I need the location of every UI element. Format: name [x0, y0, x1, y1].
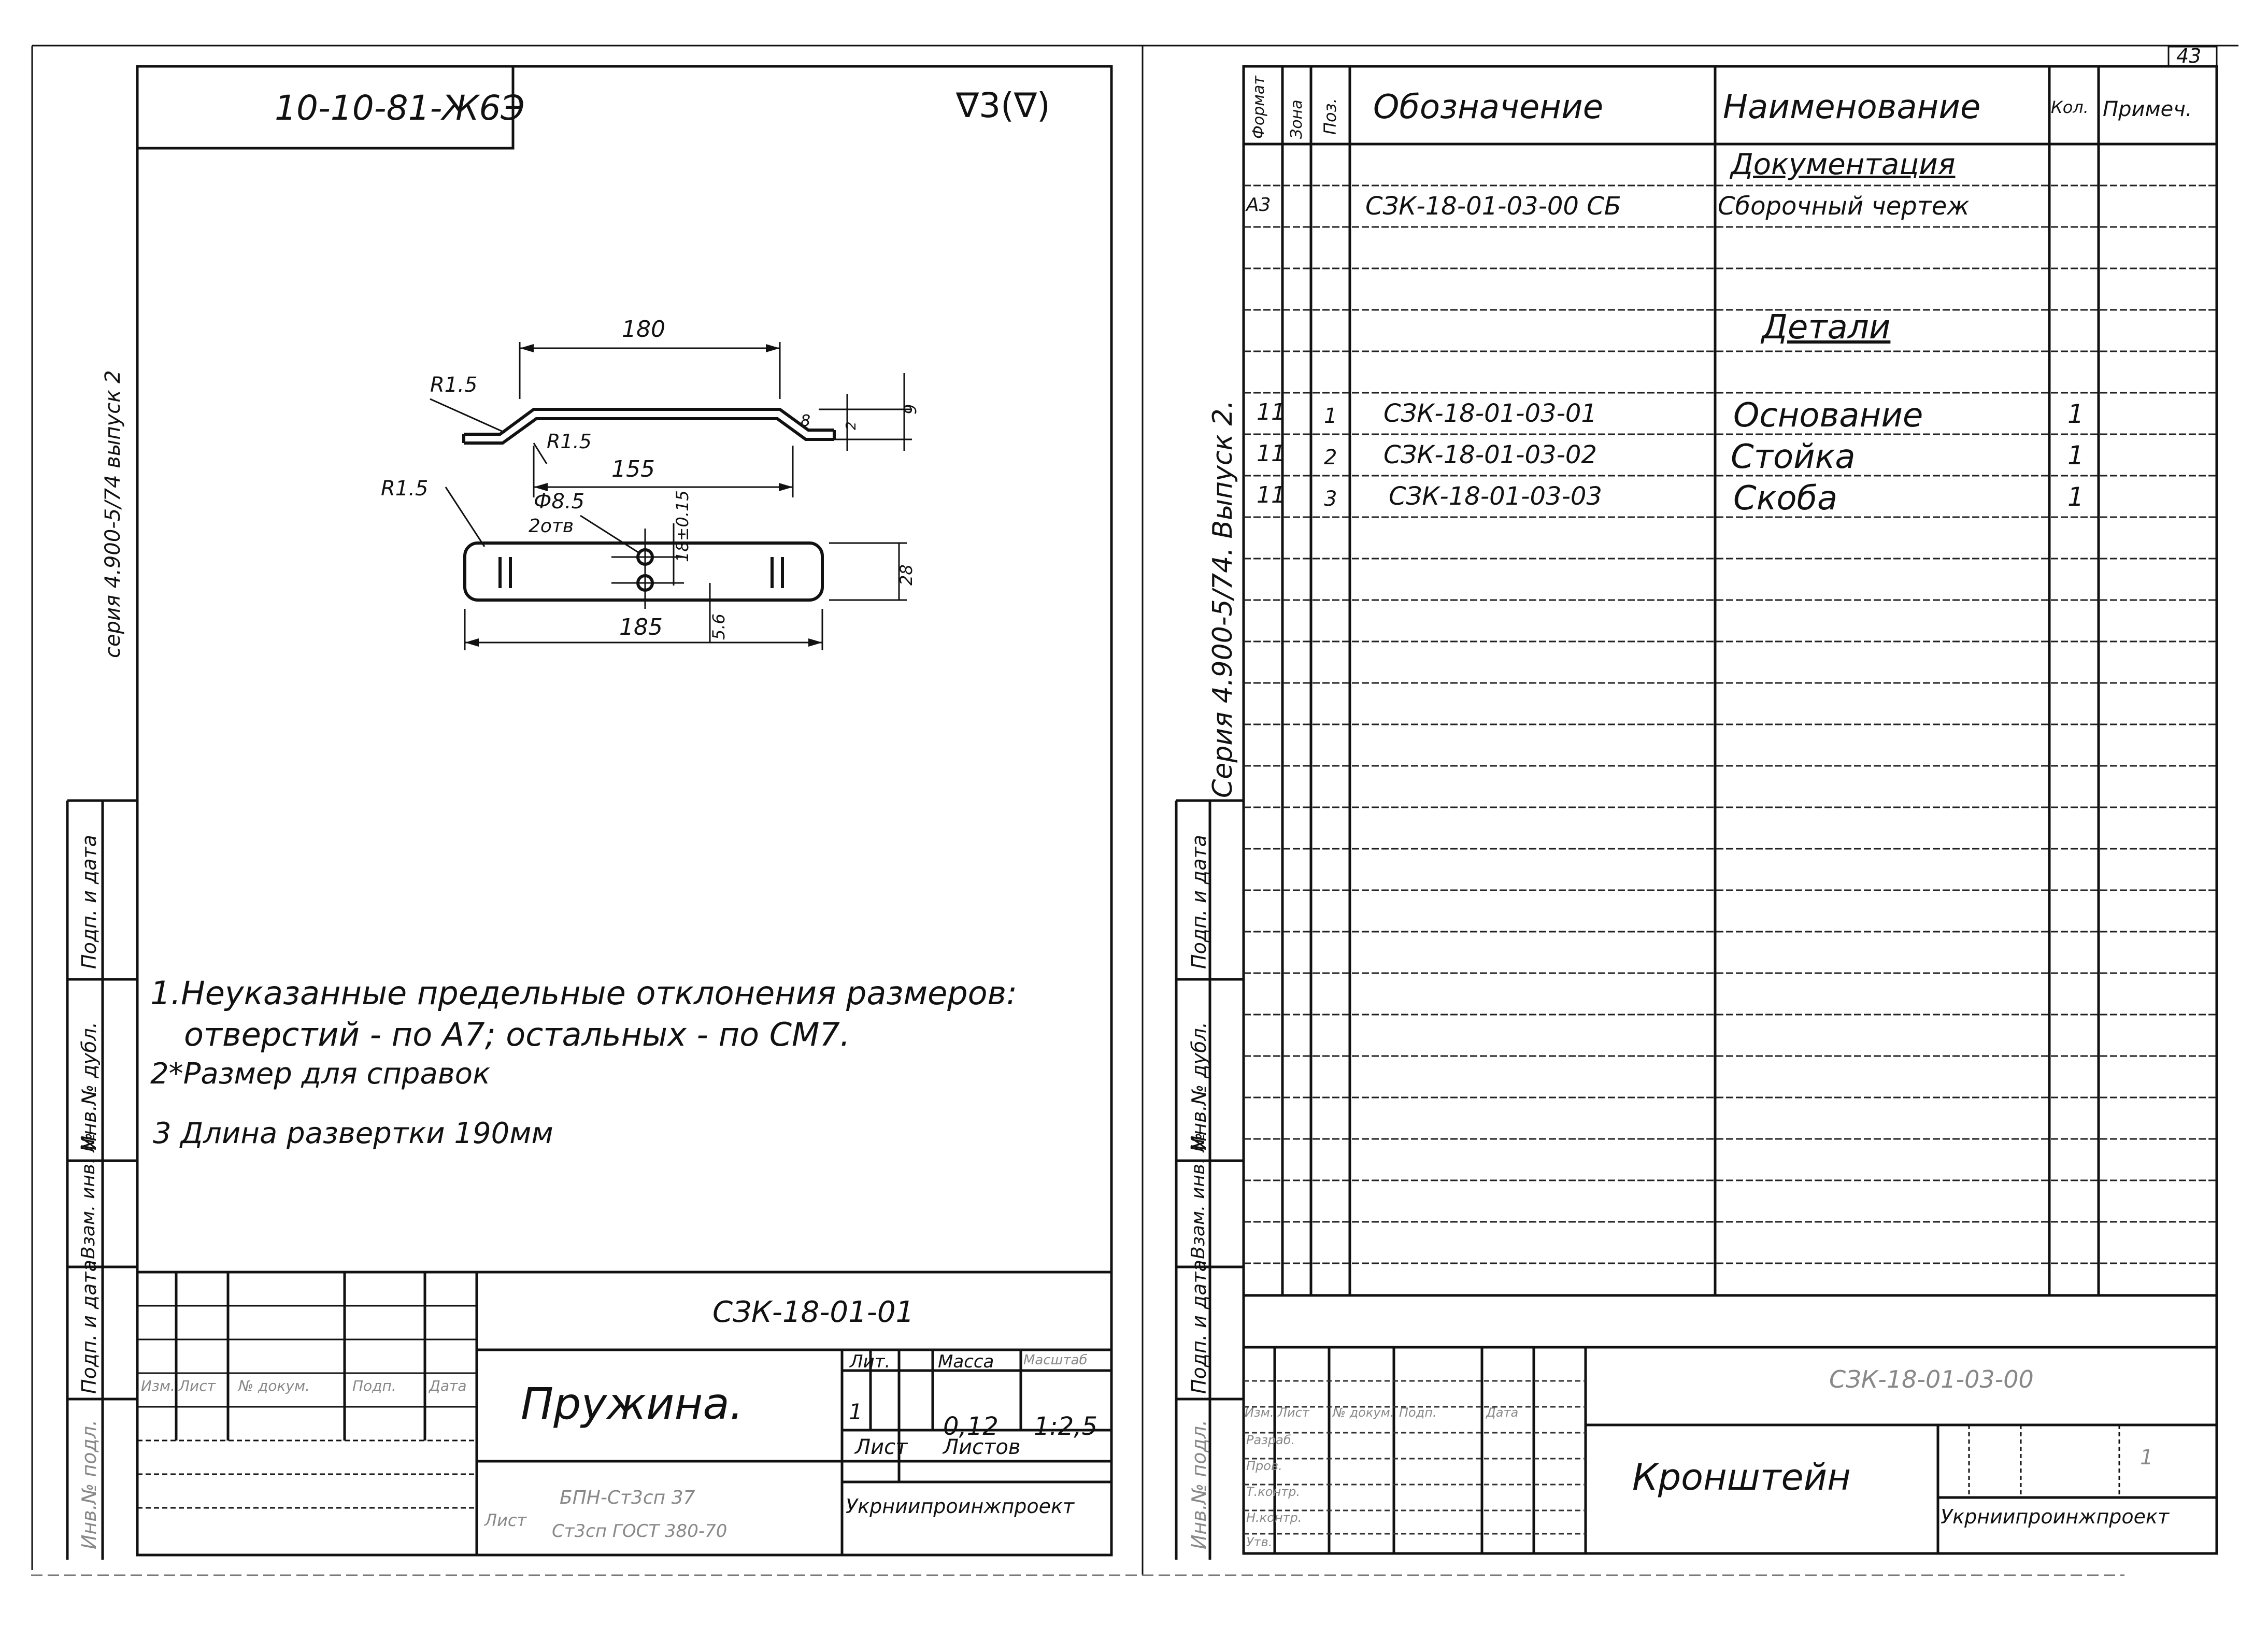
left-side-label-5: Инв.№ подл.: [78, 1419, 101, 1549]
left-part-name: Пружина.: [521, 1378, 744, 1429]
dim-offset: 8: [801, 412, 811, 430]
dim-185: 185: [619, 614, 663, 640]
part-drawing: [430, 342, 912, 650]
spec-row-6-qty: 1: [2067, 440, 2084, 470]
dim-r15-inner: R1.5: [547, 430, 592, 453]
dim-hole-dia: Ф8.5: [534, 490, 585, 514]
left-side-label-1: Подп. и дата: [78, 835, 101, 969]
left-col-date: Дата: [429, 1377, 467, 1394]
right-col-doc: № докум.: [1333, 1405, 1394, 1420]
spec-header-format: Формат: [1250, 76, 1268, 139]
spec-row-2-name: Сборочный чертеж: [1718, 192, 1970, 221]
right-row-approved: Утв.: [1246, 1535, 1273, 1549]
dim-height: 9: [901, 404, 920, 415]
spec-row-5-format: 11: [1257, 399, 1286, 425]
right-side-label-4: Подп. и дата: [1188, 1260, 1210, 1394]
left-mass-value: 0,12: [943, 1412, 999, 1441]
right-row-checker: Пров.: [1246, 1459, 1282, 1473]
left-col-change: Изм.: [141, 1377, 175, 1394]
left-scale-label: Масштаб: [1023, 1352, 1088, 1368]
dim-width: 28: [896, 564, 916, 586]
dim-thickness: 2: [844, 421, 859, 430]
left-side-label-2: Инв.№ дубл.: [78, 1022, 101, 1150]
left-mass-label: Масса: [938, 1351, 994, 1372]
spec-row-5-pos: 1: [1324, 404, 1337, 428]
spec-row-6-pos: 2: [1324, 446, 1337, 469]
roughness-symbol: ∇3(∇): [956, 85, 1050, 125]
right-assembly-name: Кронштейн: [1632, 1456, 1851, 1499]
left-sheets-label: Листов: [943, 1435, 1021, 1459]
left-material-2: Ст3сп ГОСТ 380-70: [552, 1521, 728, 1542]
spec-row-5-name: Основание: [1733, 396, 1923, 435]
spec-header-name: Наименование: [1723, 88, 1981, 126]
spec-row-7-name: Скоба: [1733, 479, 1838, 518]
dim-hole-count: 2отв: [529, 516, 574, 537]
spec-header-note: Примеч.: [2103, 97, 2192, 121]
spec-section-details: Детали: [1762, 308, 1891, 347]
right-col-sign: Подп.: [1399, 1405, 1437, 1420]
right-col-change: Изм.: [1245, 1405, 1274, 1420]
spec-row-5-qty: 1: [2067, 399, 2084, 429]
right-org: Укрниипроинжпроект: [1941, 1505, 2170, 1528]
note-1: 1.Неуказанные предельные отклонения размеров:: [150, 974, 1017, 1012]
spec-row-5-designation: СЗК-18-01-03-01: [1383, 399, 1597, 428]
stamp-code: 10-10-81-Ж6Э: [275, 88, 525, 128]
page-number: 43: [2176, 45, 2202, 67]
right-side-label-2: Инв.№ дубл.: [1188, 1022, 1210, 1150]
note-1-cont: отверстий - по A7; остальных - по CM7.: [184, 1016, 850, 1053]
spec-row-7-pos: 3: [1324, 487, 1337, 511]
spec-row-2-format: А3: [1246, 194, 1271, 216]
right-side-label-1: Подп. и дата: [1188, 835, 1210, 969]
left-org: Укрниипроинжпроект: [846, 1495, 1075, 1518]
right-row-developer: Разраб.: [1246, 1433, 1295, 1447]
right-col-sheet: Лист: [1278, 1405, 1309, 1420]
left-side-label-4: Подп. и дата: [78, 1260, 101, 1394]
note-3: 3 Длина развертки 190мм: [153, 1117, 553, 1150]
spec-row-7-qty: 1: [2067, 482, 2084, 512]
spec-header-zone: Зона: [1288, 99, 1306, 139]
spec-row-7-format: 11: [1257, 482, 1286, 508]
left-material-prefix: Лист: [484, 1510, 527, 1530]
left-series-label: серия 4.900-5/74 выпуск 2: [101, 370, 125, 658]
dim-r15-plan: R1.5: [381, 477, 429, 501]
spec-row-6-format: 11: [1257, 440, 1286, 467]
spec-row-6-designation: СЗК-18-01-03-02: [1383, 440, 1597, 469]
left-lit-label: Лит.: [850, 1351, 891, 1372]
spec-header-designation: Обозначение: [1373, 88, 1604, 126]
left-material-1: БПН-Ст3сп 37: [560, 1487, 695, 1508]
left-designation: СЗК-18-01-01: [712, 1295, 915, 1329]
dim-r15-top: R1.5: [430, 373, 478, 397]
right-row-tech-control: Т.контр.: [1246, 1485, 1301, 1499]
left-col-sign: Подп.: [352, 1377, 396, 1394]
left-col-doc: № докум.: [238, 1377, 310, 1394]
right-side-label-5: Инв.№ подл.: [1188, 1419, 1210, 1549]
left-side-label-3: Взам. инв. №: [78, 1132, 99, 1259]
spec-section-documentation: Документация: [1731, 148, 1956, 181]
left-col-sheet: Лист: [179, 1377, 216, 1394]
note-2: 2*Размер для справок: [150, 1057, 490, 1091]
dim-hole-spacing: 18±0.15: [673, 490, 692, 562]
right-sheets-value: 1: [2140, 1446, 2153, 1470]
spec-row-6-name: Стойка: [1731, 438, 1856, 476]
left-scale-value: 1:2,5: [1034, 1412, 1098, 1441]
right-row-norm-control: Н.контр.: [1246, 1510, 1302, 1525]
spec-header-qty: Кол.: [2051, 97, 2089, 117]
spec-row-2-designation: СЗК-18-01-03-00 СБ: [1365, 192, 1621, 221]
right-series-label: Серия 4.900-5/74. Выпуск 2.: [1207, 400, 1238, 798]
dim-180: 180: [622, 316, 665, 343]
left-lit-value: 1: [849, 1399, 863, 1424]
spec-row-7-designation: СЗК-18-01-03-03: [1389, 482, 1602, 511]
right-side-label-3: Взам. инв. №: [1188, 1132, 1209, 1259]
right-designation: СЗК-18-01-03-00: [1829, 1365, 2034, 1393]
spec-header-pos: Поз.: [1320, 98, 1340, 135]
dim-edge-offset: 5.6: [709, 614, 729, 640]
dim-155: 155: [611, 456, 655, 482]
right-col-date: Дата: [1486, 1405, 1519, 1420]
left-sheet-label: Лист: [855, 1435, 908, 1459]
